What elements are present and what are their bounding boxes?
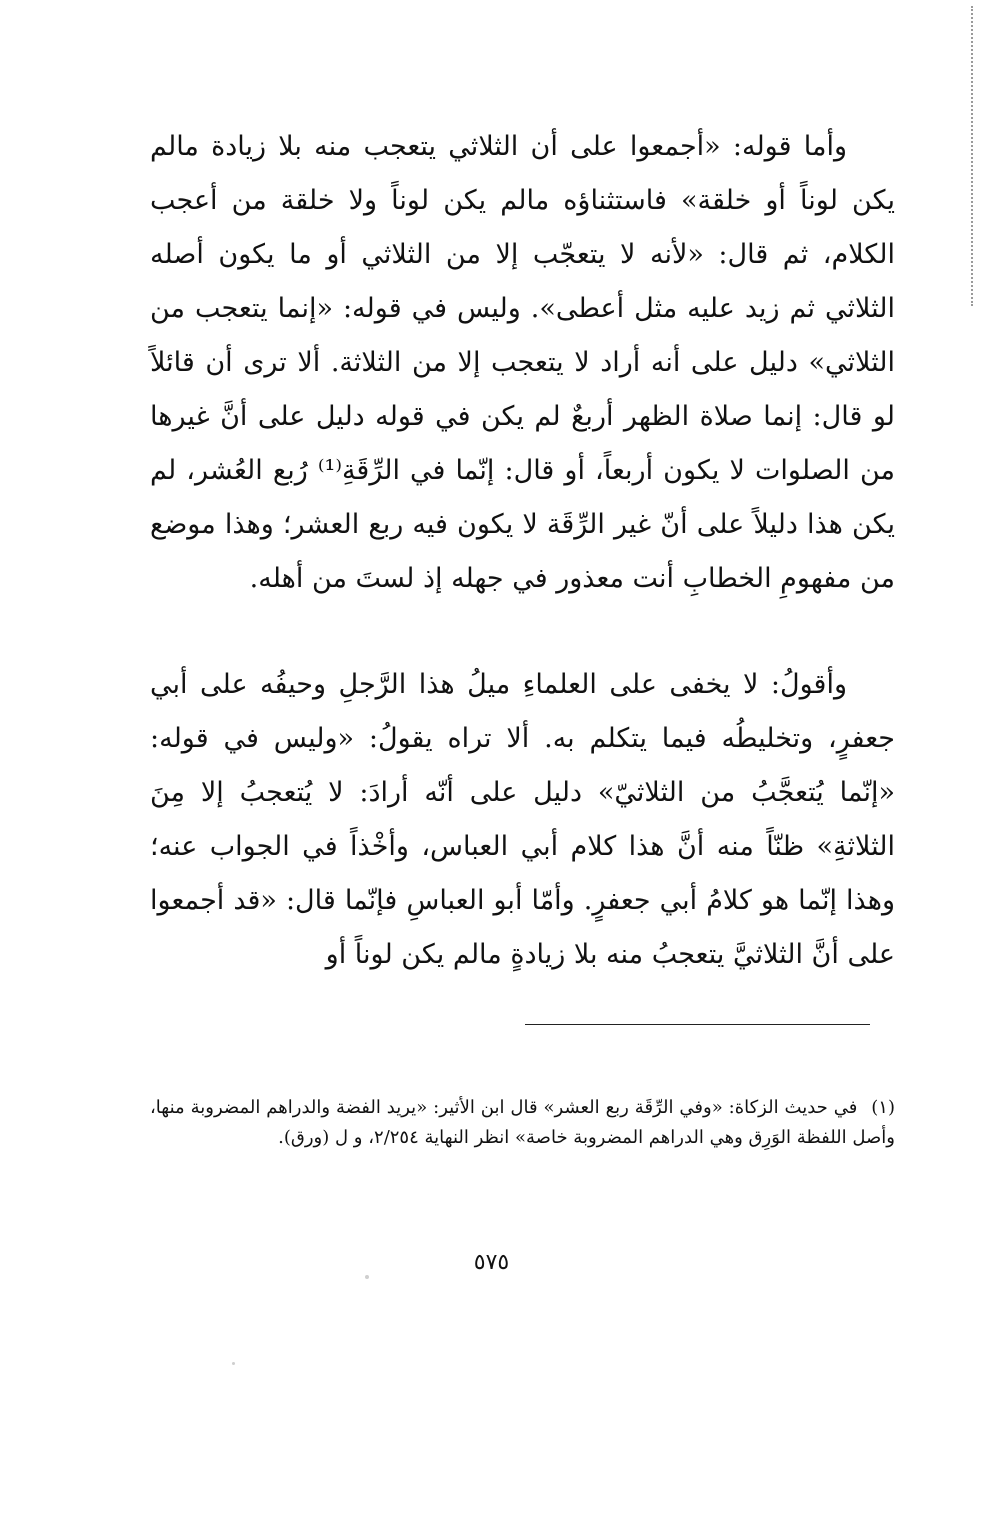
footnote-separator (525, 1024, 870, 1025)
footnote-text: في حديث الزكاة: «وفي الرِّقَة ربع العشر» قال ابن الأثير: «يريد الفضة والدراهم المضروبة منها، وأصل اللفظة الوَرِق وهي الدراهم المضروبة خاصة» انظر النهاية ٢/٢٥٤، و ل (ورق). (150, 1097, 895, 1148)
page-number: ٥٧٥ (473, 1250, 510, 1275)
scan-speck (365, 1275, 369, 1279)
body-paragraph-2: وأقولُ: لا يخفى على العلماءِ ميلُ هذا الرَّجلِ وحيفُه على أبي جعفرٍ، وتخليطُه فيما يتكلم به. ألا تراه يقولُ: «وليس في قوله: «إنّما يُتعجَّبُ من الثلاثيّ» دليل على أنّه أرادَ: لا يُتعجبُ إلا مِنَ الثلاثةِ» ظنّاً منه أنَّ هذا كلام أبي العباس، وأخْذاً في الجواب عنه؛ وهذا إنّما هو كلامُ أبي جعفرٍ. وأمّا أبو العباسِ فإنّما قال: «قد أجمعوا على أنَّ الثلاثيَّ يتعجبُ منه بلا زيادةٍ مالم يكن لوناً أو (150, 669, 895, 970)
footnote (150, 1093, 895, 1153)
body-paragraph-1: وأما قوله: «أجمعوا على أن الثلاثي يتعجب منه بلا زيادة مالم يكن لوناً أو خلقة» فاستثناؤه مالم يكن لوناً ولا خلقة من أعجب الكلام، ثم قال: «لأنه لا يتعجّب إلا من الثلاثي أو ما يكون أصله الثلاثي ثم زيد عليه مثل أعطى». وليس في قوله: «إنما يتعجب من الثلاثي» دليل على أنه أراد لا يتعجب إلا من الثلاثة. ألا ترى أن قائلاً لو قال: إنما صلاة الظهر أربعٌ لم يكن في قوله دليل على أنَّ غيرها من الصلوات لا يكون أربعاً، أو قال: إنّما في الرِّقَةِ⁽¹⁾ رُبع العُشر، لم يكن هذا دليلاً على أنّ غير الرِّقَة لا يكون فيه ربع العشر؛ وهذا موضع من مفهومِ الخطابِ أنت معذور في جهله إذ لستَ من أهله. (150, 131, 896, 594)
scan-speck (232, 1362, 235, 1365)
footnote-marker: (١) (871, 1097, 895, 1118)
scan-edge-dots (971, 6, 973, 306)
